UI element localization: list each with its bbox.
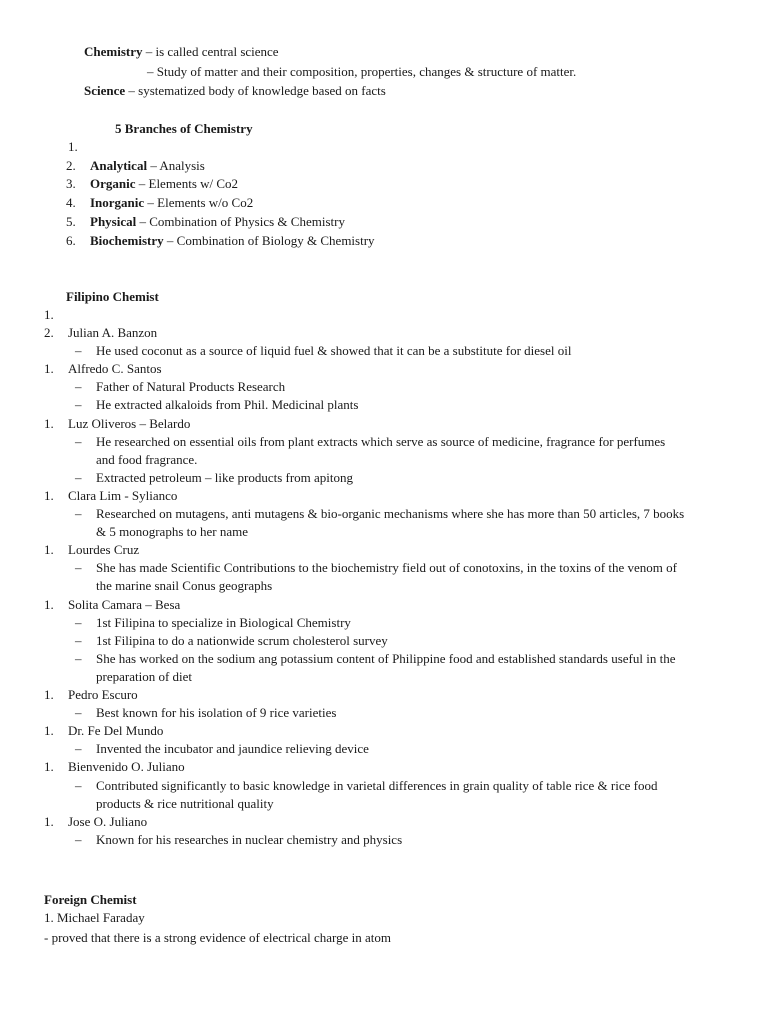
- branch-term: Analytical: [90, 158, 148, 173]
- science-definition: [84, 83, 386, 99]
- chemist-name: Julian A. Banzon: [68, 325, 158, 340]
- chemist-number: 1.: [44, 361, 54, 376]
- chemist-note: preparation of diet: [96, 669, 193, 684]
- chemist-name: Luz Oliveros – Belardo: [68, 416, 191, 431]
- science-term: Science: [84, 83, 126, 98]
- foreign-item-note: - proved that there is a strong evidence of electrical charge in atom: [44, 930, 392, 945]
- branch-number: 1.: [68, 139, 78, 154]
- chemist-number: 1.: [44, 488, 54, 503]
- branch-desc: – Elements w/ Co2: [135, 176, 239, 191]
- bullet-dash: –: [75, 506, 82, 521]
- branch-text: [90, 233, 375, 249]
- chemist-number: 1.: [44, 542, 54, 557]
- branch-desc: – Analysis: [147, 158, 205, 173]
- chemist-note: She has made Scientific Contributions to the biochemistry field out of conotoxins, in the toxins of the venom of: [96, 560, 677, 575]
- chemist-name: Lourdes Cruz: [68, 542, 140, 557]
- chemist-note: Invented the incubator and jaundice relieving device: [96, 741, 369, 756]
- bullet-dash: –: [75, 778, 82, 793]
- chemist-number: 1.: [44, 416, 54, 431]
- bullet-dash: –: [75, 434, 82, 449]
- chemist-note: She has worked on the sodium ang potassium content of Philippine food and established standards useful in the: [96, 651, 676, 666]
- bullet-dash: –: [75, 741, 82, 756]
- branch-number: 6.: [66, 233, 76, 248]
- chemistry-term: Chemistry: [84, 44, 143, 59]
- chemist-number: 1.: [44, 814, 54, 829]
- chemist-note: Contributed significantly to basic knowledge in varietal differences in grain quality of table rice & rice food: [96, 778, 658, 793]
- branch-number: 5.: [66, 214, 76, 229]
- branch-desc: – Combination of Biology & Chemistry: [163, 233, 375, 248]
- chemist-name: Alfredo C. Santos: [68, 361, 162, 376]
- chemist-note: He researched on essential oils from plant extracts which serve as source of medicine, fragrance for perfumes: [96, 434, 666, 449]
- branch-term: Inorganic: [90, 195, 145, 210]
- chemistry-desc: – is called central science: [142, 44, 279, 59]
- chemist-note: Father of Natural Products Research: [96, 379, 286, 394]
- bullet-dash: –: [75, 343, 82, 358]
- branch-number: 3.: [66, 176, 76, 191]
- branch-text: [90, 195, 253, 211]
- bullet-dash: –: [75, 615, 82, 630]
- chemist-number: 1.: [44, 723, 54, 738]
- branch-desc: – Combination of Physics & Chemistry: [136, 214, 345, 229]
- branch-text: [90, 176, 238, 192]
- branch-term: Organic: [90, 176, 136, 191]
- bullet-dash: –: [75, 705, 82, 720]
- chemist-name: Bienvenido O. Juliano: [68, 759, 185, 774]
- bullet-dash: –: [75, 470, 82, 485]
- chemist-name: Solita Camara – Besa: [68, 597, 181, 612]
- bullet-dash: –: [75, 560, 82, 575]
- chemist-name: Dr. Fe Del Mundo: [68, 723, 164, 738]
- chemist-number: 1.: [44, 759, 54, 774]
- chemist-note: 1st Filipina to do a nationwide scrum cholesterol survey: [96, 633, 388, 648]
- bullet-dash: –: [75, 651, 82, 666]
- chemist-number: 1.: [44, 597, 54, 612]
- chemist-note: products & rice nutritional quality: [96, 796, 274, 811]
- chemistry-definition: [84, 44, 279, 60]
- branches-heading: 5 Branches of Chemistry: [115, 121, 253, 136]
- science-desc: – systematized body of knowledge based on facts: [125, 83, 386, 98]
- chemist-number: 1.: [44, 687, 54, 702]
- branch-number: 4.: [66, 195, 76, 210]
- chemist-note: & 5 monographs to her name: [96, 524, 248, 539]
- foreign-item-name: 1. Michael Faraday: [44, 910, 145, 925]
- chemist-name: Jose O. Juliano: [68, 814, 148, 829]
- bullet-dash: –: [75, 379, 82, 394]
- chemistry-subdefinition: – Study of matter and their composition, properties, changes & structure of matter.: [147, 64, 577, 79]
- branch-number: 2.: [66, 158, 76, 173]
- branch-text: [90, 214, 345, 230]
- branch-term: Physical: [90, 214, 137, 229]
- chemist-note: 1st Filipina to specialize in Biological Chemistry: [96, 615, 351, 630]
- bullet-dash: –: [75, 832, 82, 847]
- chemist-note: Researched on mutagens, anti mutagens & bio-organic mechanisms where she has more than 50 articles, 7 books: [96, 506, 685, 521]
- chemist-note: Extracted petroleum – like products from apitong: [96, 470, 354, 485]
- chemist-note: He extracted alkaloids from Phil. Medicinal plants: [96, 397, 359, 412]
- branch-term: Biochemistry: [90, 233, 164, 248]
- chemist-note: the marine snail Conus geographs: [96, 578, 273, 593]
- filipino-heading: Filipino Chemist: [66, 289, 159, 304]
- branch-text: [90, 158, 205, 174]
- chemist-note: Known for his researches in nuclear chemistry and physics: [96, 832, 403, 847]
- chemist-number: 2.: [44, 325, 54, 340]
- chemist-note: Best known for his isolation of 9 rice varieties: [96, 705, 337, 720]
- bullet-dash: –: [75, 397, 82, 412]
- chemist-note: He used coconut as a source of liquid fuel & showed that it can be a substitute for diesel oil: [96, 343, 572, 358]
- filipino-blank-number: 1.: [44, 307, 54, 322]
- foreign-heading: Foreign Chemist: [44, 892, 137, 907]
- chemist-name: Pedro Escuro: [68, 687, 138, 702]
- branch-desc: – Elements w/o Co2: [144, 195, 254, 210]
- bullet-dash: –: [75, 633, 82, 648]
- chemist-note: and food fragrance.: [96, 452, 198, 467]
- chemist-name: Clara Lim - Sylianco: [68, 488, 178, 503]
